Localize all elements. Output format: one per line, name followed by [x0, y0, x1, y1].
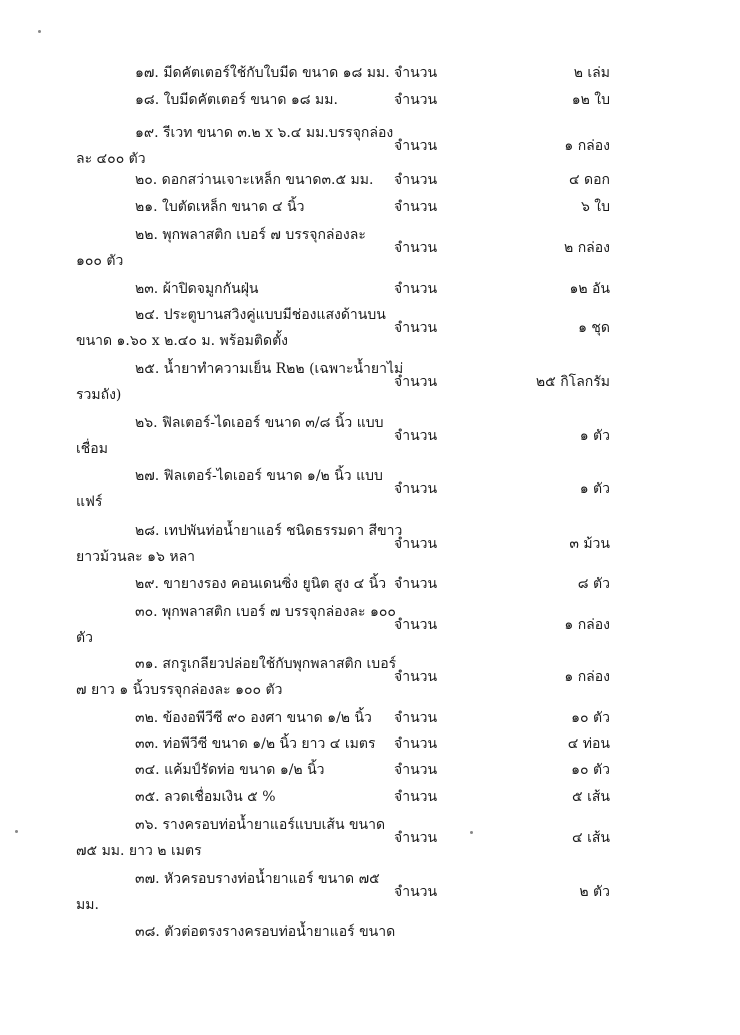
item-unit-label: จำนวน	[394, 199, 438, 215]
item-description-line1: ๒๕. น้ำยาทำความเย็น R๒๒ (เฉพาะน้ำยาไม่	[135, 361, 404, 377]
item-quantity: ๒ กล่อง	[564, 240, 610, 256]
item-description-line2: มม.	[76, 897, 99, 913]
item-description-line2: ตัว	[76, 630, 93, 646]
item-quantity: ๑ กล่อง	[564, 138, 610, 154]
item-unit-label: จำนวน	[394, 281, 438, 297]
item-quantity: ๑ กล่อง	[564, 669, 610, 685]
item-unit-label: จำนวน	[394, 320, 438, 336]
item-description-line1: ๓๕. ลวดเชื่อมเงิน ๕ %	[135, 789, 276, 805]
item-description-line2: แฟร์	[76, 494, 103, 510]
item-unit-label: จำนวน	[394, 65, 438, 81]
item-description	[76, 60, 390, 86]
item-description-line1: ๒๙. ขายางรอง คอนเดนซิ่ง ยูนิต สูง ๔ นิ้ว	[135, 576, 387, 592]
item-description-line2: เชื่อม	[76, 441, 108, 457]
item-quantity: ๒ เล่ม	[573, 65, 610, 81]
item-description-line1: ๒๓. ผ้าปิดจมูกกันฝุ่น	[135, 281, 259, 297]
item-description	[76, 120, 394, 172]
item-description-line1: ๒๖. ฟิลเตอร์-ไดเออร์ ขนาด ๓/๘ นิ้ว แบบ	[135, 415, 384, 431]
item-description	[76, 222, 381, 274]
item-description-line1: ๓๓. ท่อพีวีซี ขนาด ๑/๒ นิ้ว ยาว ๔ เมตร	[135, 736, 376, 752]
item-description-line1: ๓๒. ข้องอพีวีซี ๙๐ องศา ขนาด ๑/๒ นิ้ว	[135, 710, 372, 726]
item-unit-label: จำนวน	[394, 92, 438, 108]
item-description	[76, 599, 396, 651]
item-quantity: ๒๕ กิโลกรัม	[535, 374, 610, 390]
item-unit-label: จำนวน	[394, 138, 438, 154]
item-unit-label: จำนวน	[394, 884, 438, 900]
item-unit-label: จำนวน	[394, 736, 438, 752]
item-description-line1: ๓๑. สกรูเกลียวปล่อยใช้กับพุกพลาสติก เบอร์	[135, 656, 397, 672]
item-description-line1: ๒๒. พุกพลาสติก เบอร์ ๗ บรรจุกล่องละ	[135, 227, 366, 243]
item-quantity: ๖ ใบ	[580, 199, 610, 215]
item-quantity: ๔ ท่อน	[567, 736, 610, 752]
item-unit-label: จำนวน	[394, 374, 438, 390]
item-description-line2: ยาวม้วนละ ๑๖ หลา	[76, 549, 196, 565]
item-description-line1: ๓๘. ตัวต่อตรงรางครอบท่อน้ำยาแอร์ ขนาด	[135, 924, 396, 940]
item-quantity: ๑๐ ตัว	[571, 710, 610, 726]
item-description	[76, 410, 384, 462]
item-unit-label: จำนวน	[394, 576, 438, 592]
item-unit-label: จำนวน	[394, 762, 438, 778]
item-unit-label: จำนวน	[394, 669, 438, 685]
item-description-line1: ๒๔. ประตูบานสวิงคู่แบบมีช่องแสงด้านบน	[135, 307, 386, 323]
item-quantity: ๑ ตัว	[579, 428, 610, 444]
item-description	[76, 356, 404, 408]
item-description	[76, 784, 381, 810]
item-description	[76, 167, 381, 193]
item-description-line1: ๒๘. เทปพันท่อน้ำยาแอร์ ชนิดธรรมดา สีขาว	[135, 523, 403, 539]
item-quantity: ๑๐ ตัว	[571, 762, 610, 778]
item-description-line2: ขนาด ๑.๖๐ x ๒.๔๐ ม. พร้อมติดตั้ง	[76, 333, 289, 349]
item-unit-label: จำนวน	[394, 481, 438, 497]
item-description-line1: ๑๘. ใบมีดคัตเตอร์ ขนาด ๑๘ มม.	[135, 92, 338, 108]
item-description	[76, 866, 381, 918]
item-description	[76, 302, 386, 354]
item-description-line1: ๒๐. ดอกสว่านเจาะเหล็ก ขนาด๓.๕ มม.	[135, 172, 374, 188]
item-description	[76, 812, 386, 864]
item-description	[76, 757, 381, 783]
item-description	[76, 705, 381, 731]
item-quantity: ๘ ตัว	[577, 576, 610, 592]
item-description-line1: ๑๙. รีเวท ขนาด ๓.๒ x ๖.๔ มม.บรรจุกล่อง	[135, 125, 394, 141]
item-description-line1: ๓๔. แค้มป์รัดท่อ ขนาด ๑/๒ นิ้ว	[135, 762, 325, 778]
scan-speck	[38, 30, 41, 33]
item-description-line2: ๗๕ มม. ยาว ๒ เมตร	[76, 843, 202, 859]
item-description-line2: ๗ ยาว ๑ นิ้วบรรจุกล่องละ ๑๐๐ ตัว	[76, 682, 283, 698]
item-description-line1: ๒๗. ฟิลเตอร์-ไดเออร์ ขนาด ๑/๒ นิ้ว แบบ	[135, 468, 383, 484]
item-quantity: ๔ เส้น	[572, 830, 610, 846]
item-unit-label: จำนวน	[394, 172, 438, 188]
item-description	[76, 919, 396, 945]
scan-speck	[15, 830, 18, 833]
item-description-line1: ๓๗. หัวครอบรางท่อน้ำยาแอร์ ขนาด ๗๕	[135, 871, 380, 887]
item-unit-label: จำนวน	[394, 428, 438, 444]
item-description	[76, 518, 403, 570]
item-quantity: ๑ ชุด	[578, 320, 610, 336]
item-quantity: ๑ กล่อง	[564, 617, 610, 633]
item-unit-label: จำนวน	[394, 789, 438, 805]
scan-speck	[470, 831, 473, 834]
item-description-line1: ๓๖. รางครอบท่อน้ำยาแอร์แบบเส้น ขนาด	[135, 817, 386, 833]
item-description-line2: ละ ๔๐๐ ตัว	[76, 151, 146, 167]
item-unit-label: จำนวน	[394, 240, 438, 256]
item-description	[76, 463, 381, 515]
item-quantity: ๒ ตัว	[579, 884, 610, 900]
item-description	[76, 731, 381, 757]
item-quantity: ๑ ตัว	[579, 481, 610, 497]
item-description	[76, 87, 381, 113]
item-quantity: ๑๒ อัน	[569, 281, 610, 297]
item-unit-label: จำนวน	[394, 830, 438, 846]
item-description-line2: ๑๐๐ ตัว	[76, 253, 124, 269]
item-description	[76, 276, 381, 302]
item-description-line1: ๒๑. ใบตัดเหล็ก ขนาด ๔ นิ้ว	[135, 199, 305, 215]
item-quantity: ๔ ดอก	[568, 172, 610, 188]
item-unit-label: จำนวน	[394, 536, 438, 552]
item-unit-label: จำนวน	[394, 617, 438, 633]
item-quantity: ๕ เส้น	[572, 789, 610, 805]
item-description-line2: รวมถัง)	[76, 387, 122, 403]
item-quantity: ๓ ม้วน	[569, 536, 610, 552]
item-description	[76, 571, 387, 597]
item-description	[76, 651, 397, 703]
item-description	[76, 194, 381, 220]
item-description-line1: ๑๗. มีดคัตเตอร์ใช้กับใบมีด ขนาด ๑๘ มม.	[135, 65, 390, 81]
item-quantity: ๑๒ ใบ	[571, 92, 610, 108]
item-unit-label: จำนวน	[394, 710, 438, 726]
item-description-line1: ๓๐. พุกพลาสติก เบอร์ ๗ บรรจุกล่องละ ๑๐๐	[135, 604, 396, 620]
